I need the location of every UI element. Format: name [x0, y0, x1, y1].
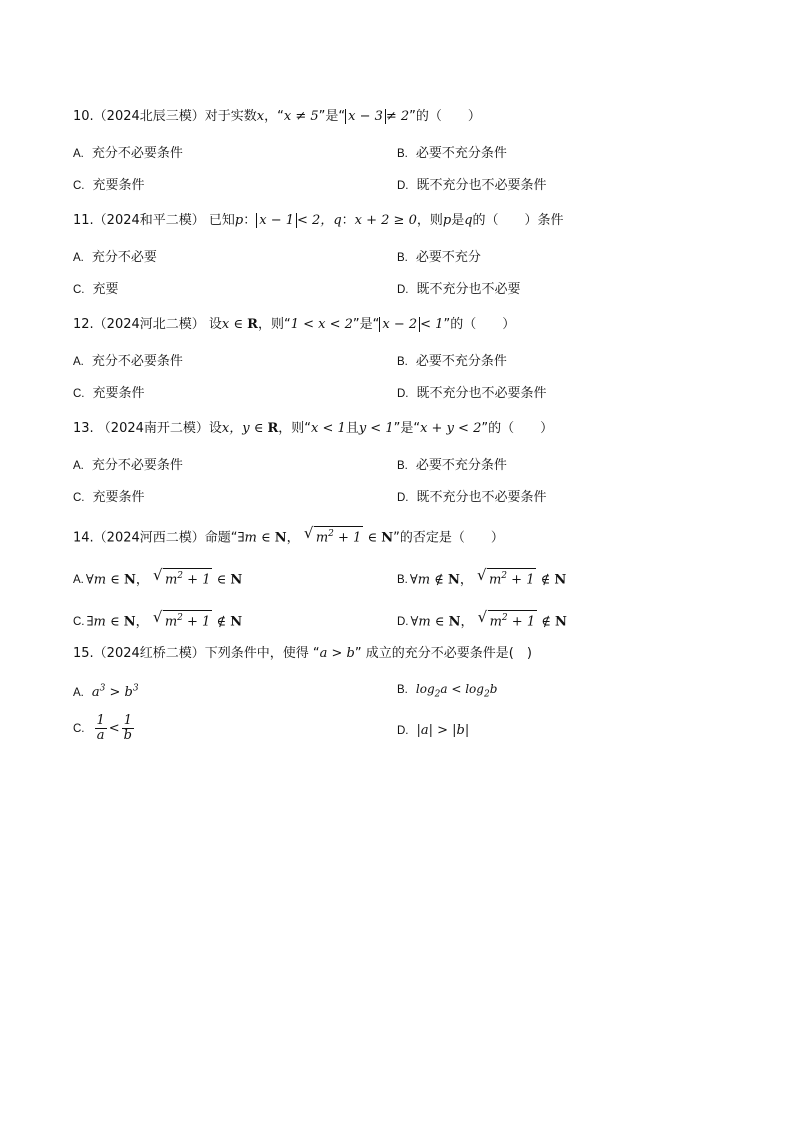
- q13-c2: y < 1: [358, 421, 394, 436]
- option-rel: ∉: [212, 614, 231, 630]
- option-label: D.: [397, 284, 409, 296]
- option-label: B.: [397, 460, 408, 472]
- q10-option-b[interactable]: [397, 145, 507, 163]
- question-10: [73, 108, 723, 126]
- option-text: 既不充分也不必要条件: [416, 178, 547, 193]
- option-label: C.: [73, 180, 85, 192]
- q13-then: ，则“: [278, 421, 312, 436]
- q13-c3: x + y < 2: [420, 421, 482, 436]
- q10-abs-expr: x − 3: [345, 109, 386, 124]
- option-rel: ∈: [212, 572, 231, 588]
- option-text: 充分不必要条件: [91, 354, 183, 369]
- q11-p: p: [234, 213, 244, 228]
- q14-exists: ∃m ∈: [237, 530, 275, 546]
- q10-option-c[interactable]: [73, 177, 145, 195]
- q13-and: 且: [345, 421, 359, 436]
- q11-option-b[interactable]: [397, 249, 481, 267]
- q15-cond: a > b: [319, 646, 355, 661]
- q12-abs-expr: x − 2: [379, 317, 420, 332]
- option-text: 必要不充分条件: [415, 354, 507, 369]
- option-label: B.: [397, 684, 408, 696]
- q14-in: ∈: [363, 530, 382, 546]
- option-text: 充要条件: [92, 490, 145, 505]
- q10-option-d[interactable]: [397, 177, 547, 195]
- q11-is: 是: [451, 213, 465, 228]
- option-text: |a| > |b|: [416, 723, 470, 738]
- q11-abs-expr: x − 1: [256, 213, 297, 228]
- option-label: C.: [73, 492, 85, 504]
- option-text: 必要不充分条件: [415, 146, 507, 161]
- option-text: 必要不充分: [415, 250, 481, 265]
- q12-option-c[interactable]: [73, 385, 145, 403]
- q14-option-d[interactable]: D. ∀m ∈ N， √ $m^2 + 1$ ∉ N: [397, 608, 567, 630]
- option-label: B.: [397, 252, 408, 264]
- q11-q2: q: [464, 213, 473, 228]
- q11-option-d[interactable]: [397, 281, 521, 299]
- q10-var: x: [256, 109, 265, 124]
- q10-option-a[interactable]: [73, 145, 183, 163]
- option-rel: ∉: [536, 572, 555, 588]
- q11-lt: < 2，: [297, 213, 334, 228]
- option-label: A.: [73, 460, 84, 472]
- q15-option-b[interactable]: B. $\log_2a < \log_2b$: [397, 682, 498, 700]
- option-text: 充分不必要: [91, 250, 157, 265]
- q12-cond1: 1 < x < 2: [290, 317, 353, 332]
- option-quant: ∀m ∈: [410, 614, 449, 630]
- q11-option-c[interactable]: [73, 281, 119, 299]
- q13-stem: 13. （2024南开二模）设: [73, 421, 222, 436]
- option-label: D.: [397, 616, 409, 629]
- q12-reals: R: [247, 317, 258, 332]
- q10-end: ”的（ ）: [409, 109, 481, 124]
- q14-sqrt-expr: √ $m^2 + 1$: [303, 524, 362, 546]
- q11-end: 的（ ）条件: [472, 213, 564, 228]
- option-label: B.: [397, 574, 408, 587]
- q13-vars: x，y ∈: [221, 421, 268, 436]
- option-label: C.: [73, 616, 85, 629]
- q11-colon: ：: [243, 213, 257, 228]
- q14-naturals: N: [274, 530, 287, 546]
- q10-quote-open: ，“: [264, 109, 284, 124]
- option-label: C.: [73, 284, 85, 296]
- q13-option-d[interactable]: [397, 489, 547, 507]
- q12-stem: 12.（2024河北二模） 设: [73, 317, 222, 332]
- q12-x-in: x ∈: [221, 317, 248, 332]
- option-text: 充分不必要条件: [91, 146, 183, 161]
- q10-cond2-tail: ≠ 2: [385, 109, 410, 124]
- option-quant: ∀m ∈: [85, 572, 124, 588]
- option-text: 既不充分也不必要条件: [416, 490, 547, 505]
- q13-end: ”的（ ）: [481, 421, 554, 436]
- option-label: D.: [397, 180, 409, 192]
- option-text: 既不充分也不必要: [416, 282, 521, 297]
- q15-end: ” 成立的充分不必要条件是( ): [354, 646, 532, 661]
- option-label: A.: [73, 356, 84, 368]
- q10-stem: 10.（2024北辰三模）对于实数: [73, 109, 257, 124]
- q12-option-a[interactable]: [73, 353, 183, 371]
- q14-comma: ，: [286, 530, 300, 546]
- q12-end: ”的（ ）: [443, 317, 516, 332]
- q14-option-a[interactable]: A. ∀m ∈ N， √ $m^2 + 1$ ∈ N: [73, 566, 243, 588]
- q12-option-d[interactable]: [397, 385, 547, 403]
- q15-option-d[interactable]: [397, 722, 469, 740]
- option-label: A.: [73, 252, 84, 264]
- q11-colon2: ：: [341, 213, 355, 228]
- option-text: 充要条件: [92, 386, 145, 401]
- q12-then: ，则“: [257, 317, 291, 332]
- q12-is: ”是“: [352, 317, 380, 332]
- q13-is: ”是“: [393, 421, 421, 436]
- q11-p2: p: [442, 213, 452, 228]
- q15-stem: 15.（2024红桥二模）下列条件中，使得 “: [73, 646, 320, 661]
- question-14: [73, 526, 723, 547]
- q13-option-c[interactable]: [73, 489, 145, 507]
- q11-option-a[interactable]: [73, 249, 157, 267]
- q14-stem: 14.（2024河西二模）命题“: [73, 530, 238, 546]
- q14-end: ”的否定是（ ）: [393, 530, 504, 546]
- q15-option-a[interactable]: A. $a^3 > b^3$: [73, 684, 139, 701]
- option-label: A.: [73, 574, 84, 587]
- option-text: 必要不充分条件: [415, 458, 507, 473]
- option-label: D.: [397, 388, 409, 400]
- q13-reals: R: [267, 421, 279, 436]
- question-13: [73, 420, 723, 438]
- q11-q: q: [333, 213, 342, 228]
- option-label: B.: [397, 356, 408, 368]
- q14-option-c[interactable]: C. ∃m ∈ N， √ $m^2 + 1$ ∉ N: [73, 608, 243, 630]
- q11-stem: 11.（2024和平二模） 已知: [73, 213, 235, 228]
- option-label: C.: [73, 723, 85, 735]
- option-label: A.: [73, 148, 84, 160]
- option-label: B.: [397, 148, 408, 160]
- q11-then: ，则: [416, 213, 443, 228]
- option-label: D.: [397, 725, 409, 737]
- question-12: [73, 316, 723, 334]
- q14-naturals-2: N: [381, 530, 394, 546]
- q12-tail: < 1: [420, 317, 444, 332]
- option-label: D.: [397, 492, 409, 504]
- option-text: 既不充分也不必要条件: [416, 386, 547, 401]
- option-rel: ∉: [537, 614, 555, 630]
- option-quant: ∀m ∉: [409, 572, 448, 588]
- option-label: C.: [73, 388, 85, 400]
- question-15: [73, 645, 723, 663]
- q13-option-a[interactable]: [73, 457, 183, 475]
- q10-cond1: x ≠ 5: [283, 109, 319, 124]
- question-11: [73, 212, 723, 230]
- q15-option-c[interactable]: C. $\frac{1}{a}$ < $\frac{1}{b}$: [73, 713, 132, 743]
- option-label: A.: [73, 687, 84, 700]
- option-text: 充要: [92, 282, 119, 297]
- q10-is: ”是“: [318, 109, 346, 124]
- option-text: 充分不必要条件: [91, 458, 183, 473]
- q14-option-b[interactable]: B. ∀m ∉ N， √ $m^2 + 1$ ∉ N: [397, 566, 567, 588]
- q12-option-b[interactable]: [397, 353, 507, 371]
- option-text: 充要条件: [92, 178, 145, 193]
- q13-c1: x < 1: [311, 421, 346, 436]
- q11-qcond: x + 2 ≥ 0: [354, 213, 417, 228]
- option-quant: ∃m ∈: [86, 614, 124, 630]
- q13-option-b[interactable]: [397, 457, 507, 475]
